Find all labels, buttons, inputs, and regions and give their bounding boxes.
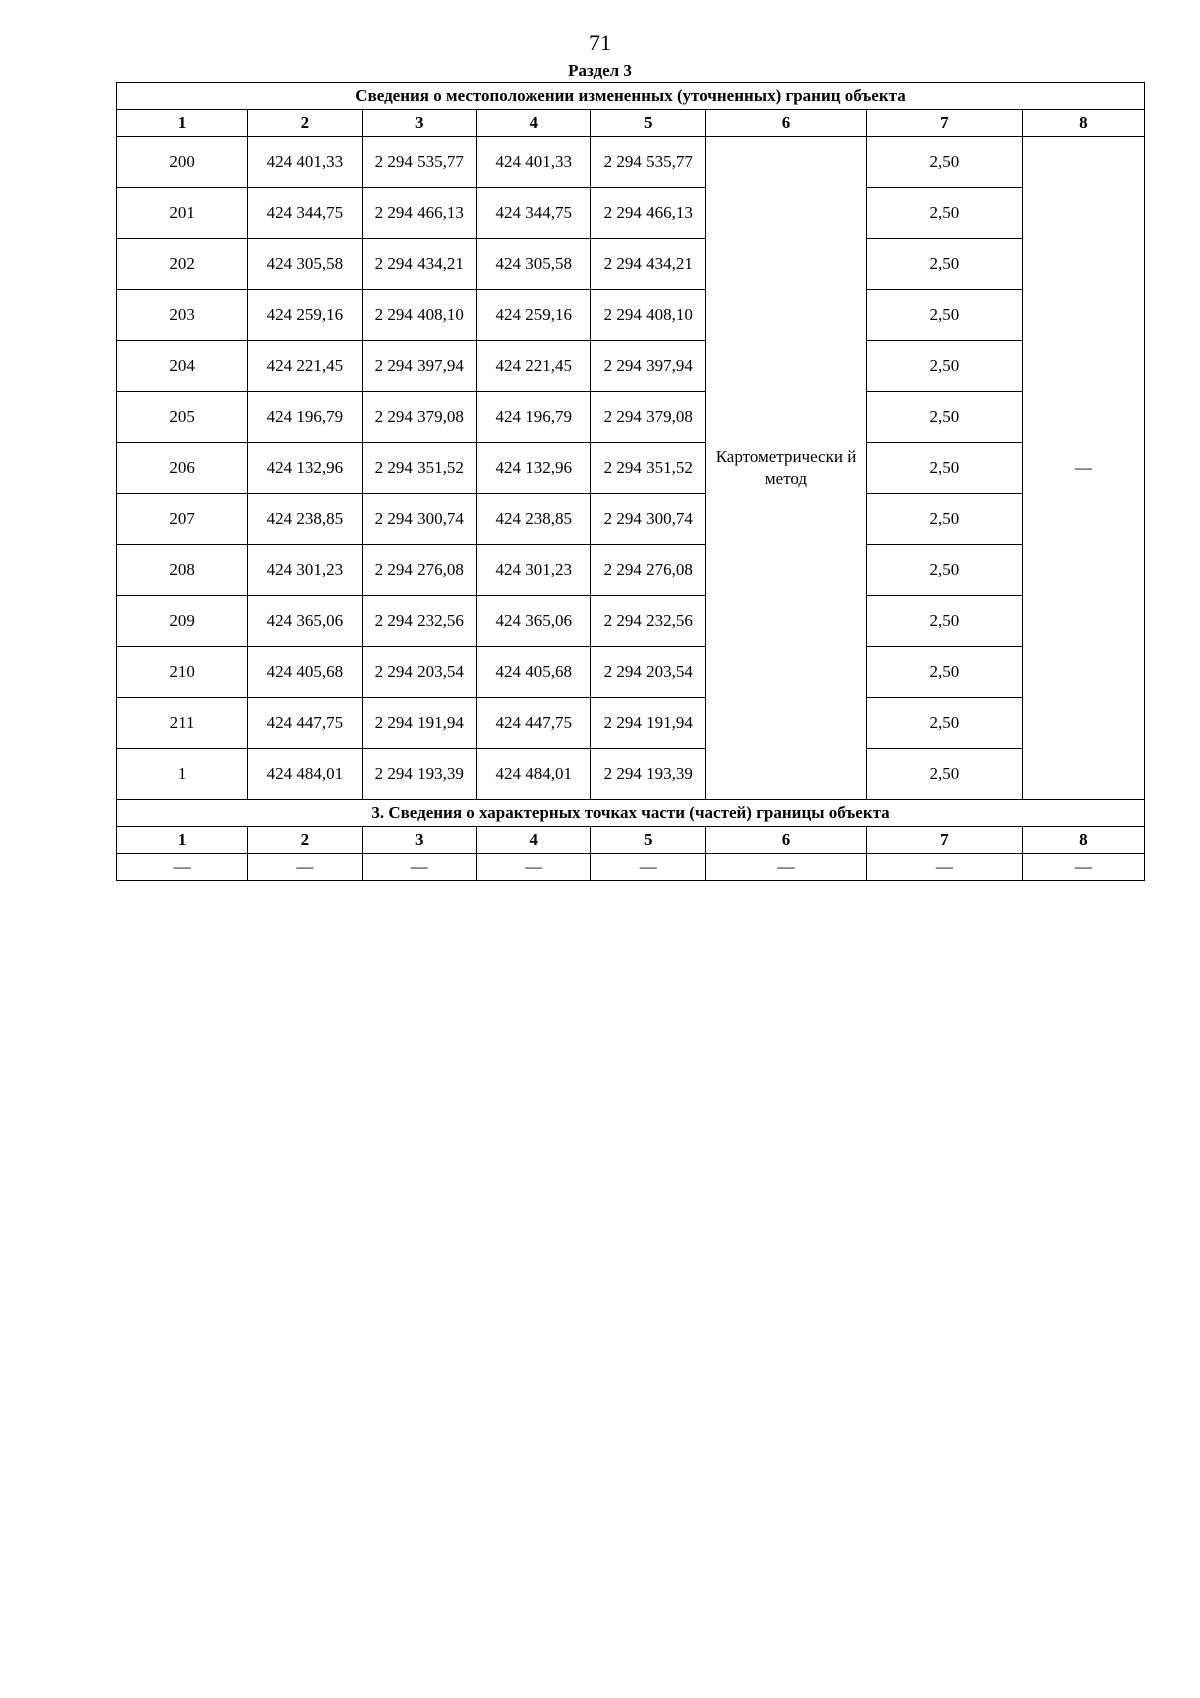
table-cell: 2,50 — [867, 443, 1023, 494]
table-row — [117, 290, 1145, 341]
column-header: 6 — [705, 110, 866, 137]
table-cell: 205 — [117, 392, 248, 443]
table-title-row — [117, 83, 1145, 110]
table-cell: 424 365,06 — [248, 596, 362, 647]
column-header: 8 — [1022, 827, 1144, 854]
column-header: 2 — [248, 110, 362, 137]
table-cell: 207 — [117, 494, 248, 545]
table-row — [117, 341, 1145, 392]
table-cell: 2 294 300,74 — [591, 494, 705, 545]
table2-dash-row — [117, 854, 1145, 881]
column-header: 2 — [248, 827, 362, 854]
table-cell: 201 — [117, 188, 248, 239]
table-cell: 2 294 397,94 — [591, 341, 705, 392]
table-cell: 424 401,33 — [477, 137, 591, 188]
dash-cell: — — [705, 854, 866, 881]
table-cell: 424 405,68 — [477, 647, 591, 698]
table-row — [117, 545, 1145, 596]
table-cell: 208 — [117, 545, 248, 596]
table-cell: 2 294 300,74 — [362, 494, 476, 545]
table2-title: 3. Сведения о характерных точках части (частей) границы объекта — [117, 800, 1145, 827]
table-cell: 424 301,23 — [248, 545, 362, 596]
table-cell: 2,50 — [867, 341, 1023, 392]
column-header: 7 — [867, 827, 1023, 854]
section-title: Раздел 3 — [568, 61, 632, 80]
table-cell: 2,50 — [867, 596, 1023, 647]
table-cell: 209 — [117, 596, 248, 647]
table-cell: 2,50 — [867, 239, 1023, 290]
table-cell: 424 196,79 — [477, 392, 591, 443]
table-cell: 2,50 — [867, 188, 1023, 239]
table-cell: 2,50 — [867, 494, 1023, 545]
column-header: 5 — [591, 110, 705, 137]
table-cell: 2 294 466,13 — [362, 188, 476, 239]
table-cell: 424 132,96 — [248, 443, 362, 494]
column-header: 3 — [362, 827, 476, 854]
table-cell: 424 484,01 — [248, 749, 362, 800]
table-cell: 2 294 397,94 — [362, 341, 476, 392]
table-cell: 2 294 193,39 — [362, 749, 476, 800]
table-cell: 424 238,85 — [248, 494, 362, 545]
table-row — [117, 137, 1145, 188]
table-title: Сведения о местоположении измененных (уточненных) границ объекта — [117, 83, 1145, 110]
table-cell: 424 405,68 — [248, 647, 362, 698]
table-cell: 2 294 203,54 — [591, 647, 705, 698]
table-header-row — [117, 110, 1145, 137]
table-row — [117, 647, 1145, 698]
column-header: 8 — [1022, 110, 1144, 137]
table-cell: 2 294 232,56 — [591, 596, 705, 647]
table-cell: 424 484,01 — [477, 749, 591, 800]
column-header: 7 — [867, 110, 1023, 137]
column-header: 1 — [117, 110, 248, 137]
table-cell: 424 196,79 — [248, 392, 362, 443]
column-header: 4 — [477, 110, 591, 137]
boundary-table — [116, 82, 1145, 881]
dash-cell: — — [248, 854, 362, 881]
table-row — [117, 392, 1145, 443]
table-cell: 424 238,85 — [477, 494, 591, 545]
table-cell: 2,50 — [867, 647, 1023, 698]
table-cell: 2 294 434,21 — [591, 239, 705, 290]
table-row — [117, 698, 1145, 749]
table-cell: 2 294 466,13 — [591, 188, 705, 239]
table-cell: 2,50 — [867, 545, 1023, 596]
table2-header-row — [117, 827, 1145, 854]
table-cell: 424 401,33 — [248, 137, 362, 188]
table-cell: 424 132,96 — [477, 443, 591, 494]
table-cell: 2 294 276,08 — [591, 545, 705, 596]
table-cell: 206 — [117, 443, 248, 494]
table-row — [117, 443, 1145, 494]
dash-cell: — — [867, 854, 1023, 881]
table-cell: 424 344,75 — [248, 188, 362, 239]
table2-title-row — [117, 800, 1145, 827]
table-cell: 424 305,58 — [477, 239, 591, 290]
table-cell: 424 447,75 — [477, 698, 591, 749]
table-cell: 424 301,23 — [477, 545, 591, 596]
table-cell: 2 294 379,08 — [591, 392, 705, 443]
table-cell: 211 — [117, 698, 248, 749]
table-cell: 2 294 191,94 — [362, 698, 476, 749]
table-cell: 424 259,16 — [477, 290, 591, 341]
table-cell: 203 — [117, 290, 248, 341]
table-cell: 424 305,58 — [248, 239, 362, 290]
table-cell: 2 294 351,52 — [591, 443, 705, 494]
method-cell: Картометрически й метод — [705, 137, 866, 800]
dash-cell: — — [117, 854, 248, 881]
table-cell: 202 — [117, 239, 248, 290]
table-cell: 2 294 535,77 — [362, 137, 476, 188]
table-cell: 2 294 434,21 — [362, 239, 476, 290]
column-header: 4 — [477, 827, 591, 854]
table-cell: 200 — [117, 137, 248, 188]
table-cell: 210 — [117, 647, 248, 698]
table-cell: 424 221,45 — [248, 341, 362, 392]
table-cell: 1 — [117, 749, 248, 800]
table-cell: 2 294 276,08 — [362, 545, 476, 596]
table-cell: 424 259,16 — [248, 290, 362, 341]
table-cell: 424 447,75 — [248, 698, 362, 749]
table-cell: 2 294 232,56 — [362, 596, 476, 647]
table-cell: 2 294 408,10 — [591, 290, 705, 341]
column-header: 6 — [705, 827, 866, 854]
dash-cell: — — [362, 854, 476, 881]
column-header: 3 — [362, 110, 476, 137]
table-cell: 2,50 — [867, 698, 1023, 749]
table-cell: 2,50 — [867, 392, 1023, 443]
column-header: 1 — [117, 827, 248, 854]
page-number: 71 — [589, 30, 611, 55]
table-cell: 2,50 — [867, 290, 1023, 341]
column-header: 5 — [591, 827, 705, 854]
table-cell: 424 365,06 — [477, 596, 591, 647]
table-cell: 2 294 408,10 — [362, 290, 476, 341]
dash-cell: — — [1022, 137, 1144, 800]
table-cell: 2 294 379,08 — [362, 392, 476, 443]
table-row — [117, 494, 1145, 545]
table-cell: 424 221,45 — [477, 341, 591, 392]
table-cell: 2 294 535,77 — [591, 137, 705, 188]
table-cell: 424 344,75 — [477, 188, 591, 239]
table-cell: 2,50 — [867, 749, 1023, 800]
table-cell: 2 294 351,52 — [362, 443, 476, 494]
dash-cell: — — [591, 854, 705, 881]
table-cell: 204 — [117, 341, 248, 392]
table-row — [117, 188, 1145, 239]
table-row — [117, 596, 1145, 647]
table-cell: 2 294 203,54 — [362, 647, 476, 698]
dash-cell: — — [1022, 854, 1144, 881]
table-row — [117, 749, 1145, 800]
table-row — [117, 239, 1145, 290]
table-cell: 2 294 191,94 — [591, 698, 705, 749]
table-cell: 2 294 193,39 — [591, 749, 705, 800]
dash-cell: — — [477, 854, 591, 881]
table-cell: 2,50 — [867, 137, 1023, 188]
